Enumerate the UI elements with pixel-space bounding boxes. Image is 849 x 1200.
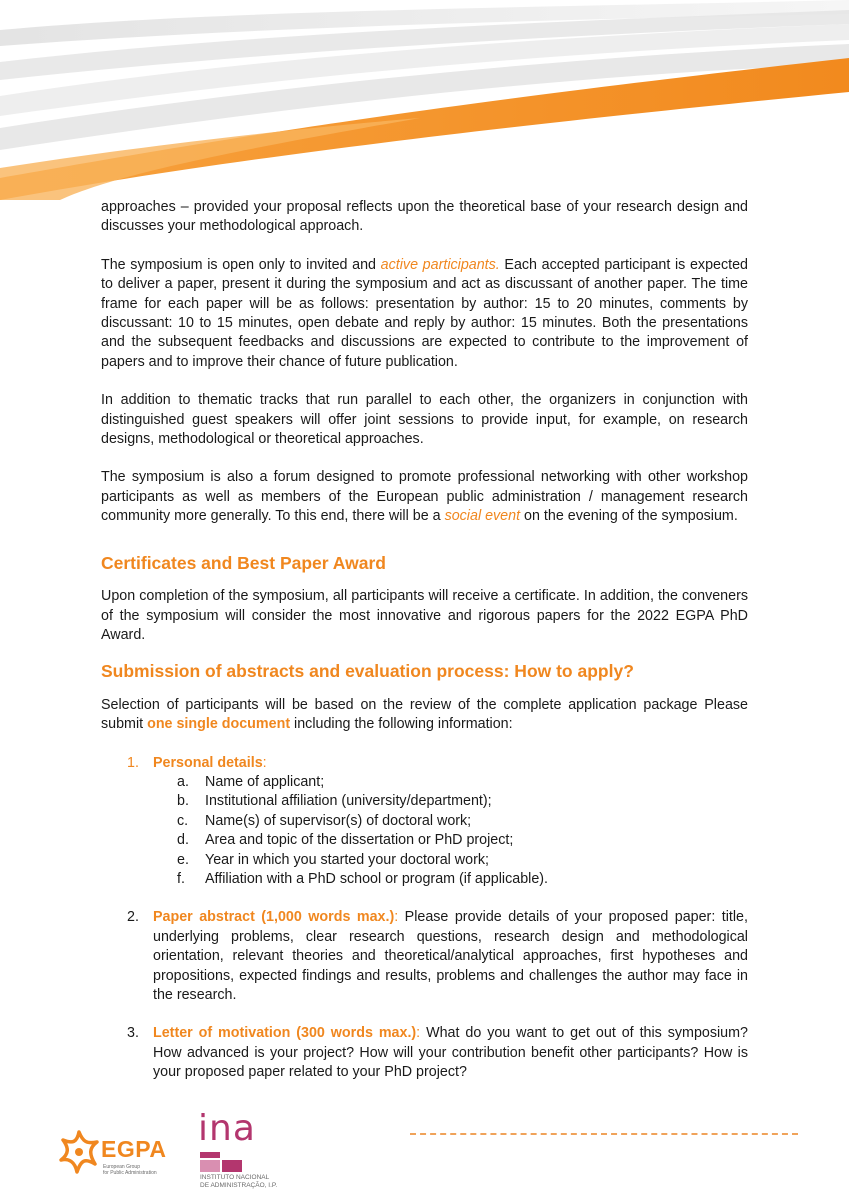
list-item-letter-of-motivation: 3. Letter of motivation (300 words max.): What do you want to get out of this symposium? How advanced is your project? How will your contribution benefit other participants? How is your proposed paper related to your PhD project? (127, 1025, 748, 1081)
sub-list-item: c. Name(s) of supervisor(s) of doctoral work; (177, 812, 472, 829)
list-item-title: Letter of motivation (300 words max.) (153, 1025, 417, 1042)
list-number: 3. (127, 1025, 139, 1042)
one-single-document-emphasis: one single document (147, 716, 291, 733)
egpa-star-icon (57, 1128, 101, 1178)
application-requirements-list (101, 754, 748, 1083)
list-number: 1. (127, 754, 139, 771)
paragraph-networking: The symposium is also a forum designed to promote professional networking with other workshop participants as well as members of the European public administration / management research community more generally. To this end, there will be a social event on the evening of the symposium. (101, 469, 748, 525)
heading-certificates: Certificates and Best Paper Award (101, 552, 386, 573)
list-item-title: Paper abstract (1,000 words max.) (153, 909, 395, 926)
sub-list-item: a. Name of applicant; (177, 773, 325, 790)
egpa-wordmark: EGPA (101, 1136, 167, 1162)
sub-list-item: d. Area and topic of the dissertation or PhD project; (177, 832, 514, 849)
paragraph-certificates: Upon completion of the symposium, all participants will receive a certificate. In addition, the conveners of the symposium will consider the most innovative and rigorous papers for the 2022 EGPA PhD Award. (101, 588, 748, 643)
page-footer (0, 1108, 849, 1200)
sub-list-item: b. Institutional affiliation (university/department); (177, 793, 492, 810)
social-event-link[interactable]: social event (444, 508, 521, 525)
paragraph-selection: Selection of participants will be based on the review of the complete application package Please submit one single document including the following information: (101, 696, 748, 733)
header-swoosh (0, 0, 849, 200)
footer-dashed-divider (410, 1133, 798, 1135)
ina-logo: ina INSTITUTO NACIONAL DE ADMINISTRAÇÃO, I.P. (198, 1108, 278, 1189)
list-item-personal-details: 1. Personal details: a. Name of applicant; b. Institutional affiliation (university/department); c. Name(s) of supervisor(s) of doctoral work; d. Area and topic of the dissertation or PhD project; e. Year in which you started your doctoral work; f. Affiliation with a PhD school or program (if applicable). (101, 754, 748, 890)
sub-list-item: f. Affiliation with a PhD school or program (if applicable). (177, 870, 549, 887)
paragraph-approaches: approaches – provided your proposal reflects upon the theoretical base of your research design and discusses your methodological approach. (101, 199, 748, 235)
ina-wordmark: ina (198, 1108, 256, 1149)
paragraph-thematic-tracks: In addition to thematic tracks that run parallel to each other, the organizers in conjunction with distinguished guest speakers will offer joint sessions to provide input, for example, on research designs, methodological or theoretical approaches. (101, 392, 748, 448)
ina-mark-icon (200, 1152, 220, 1158)
list-number: 2. (127, 909, 139, 926)
personal-details-sublist (153, 773, 748, 889)
sub-list-item: e. Year in which you started your doctoral work; (177, 851, 489, 868)
heading-submission: Submission of abstracts and evaluation process: How to apply? (101, 661, 634, 682)
paragraph-participants: The symposium is open only to invited and active participants. Each accepted participant is expected to deliver a paper, present it during the symposium and act as discussant of another paper. The time frame for each paper will be as follows: presentation by author: 15 to 20 minutes, comments by discussant: 10 to 15 minutes, open debate and reply by author: 15 minutes. Both the presentations and the subsequent feedbacks and discussions are expected to contribute to the improvement of papers and to improve their chance of future publication. (101, 256, 748, 370)
document-body (101, 198, 748, 1102)
egpa-logo: EGPA European Group for Public Administration (57, 1124, 187, 1184)
list-item-paper-abstract: 2. Paper abstract (1,000 words max.): Please provide details of your proposed paper: title, underlying problems, clear research questions, research design and methodological orientation, relevant theories and theoretical/analytical approaches, first hypotheses and propositions, expected findings and results, problems and challenges the author may face in the research. (127, 909, 748, 1003)
active-participants-link[interactable]: active participants. (380, 256, 500, 273)
list-item-title: Personal details (153, 754, 263, 771)
